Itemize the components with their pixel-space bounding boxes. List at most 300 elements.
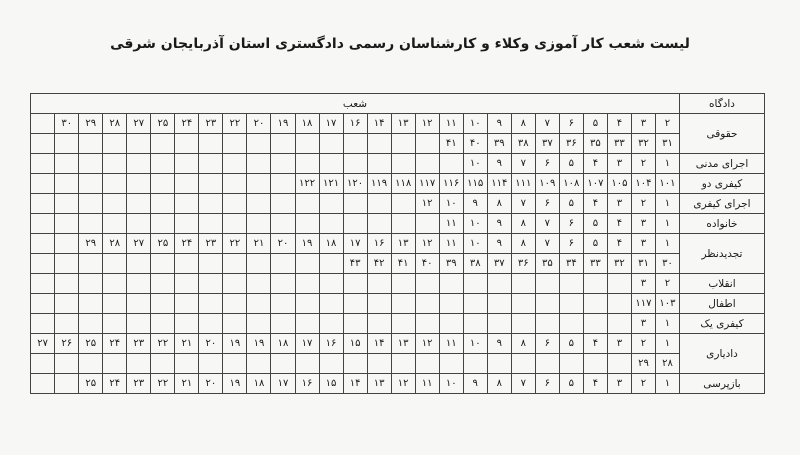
- branch-cell: [535, 294, 559, 314]
- branch-cell: [343, 274, 367, 294]
- branch-cell: ۶: [535, 194, 559, 214]
- branch-cell: ۲۵: [151, 234, 175, 254]
- branch-cell: [391, 194, 415, 214]
- branch-cell: [319, 154, 343, 174]
- document-title: لیست شعب کار آموزی وکلاء و کارشناسان رسمی دادگستری استان آذربایجان شرقی: [110, 36, 690, 52]
- branch-cell: [343, 134, 367, 154]
- branch-cell: ۵: [559, 154, 583, 174]
- branch-cell: ۱۷: [295, 334, 319, 354]
- branch-cell: ۲: [631, 374, 655, 394]
- branch-cell: ۷: [535, 234, 559, 254]
- branch-cell: [79, 314, 103, 334]
- branch-cell: ۶: [559, 214, 583, 234]
- branch-cell: [223, 294, 247, 314]
- branch-cell: ۹: [487, 234, 511, 254]
- branch-cell: ۱۸: [271, 334, 295, 354]
- branch-cell: [367, 134, 391, 154]
- branch-cell: ۱۷: [343, 234, 367, 254]
- branch-cell: ۱۲: [415, 234, 439, 254]
- branch-cell: [607, 274, 631, 294]
- branch-cell: [247, 314, 271, 334]
- branch-cell: ۲: [631, 194, 655, 214]
- branch-cell: [247, 354, 271, 374]
- branch-cell: [31, 194, 55, 214]
- branch-cell: ۱۹: [247, 334, 271, 354]
- branch-cell: [103, 314, 127, 334]
- branch-cell: ۲۲: [223, 114, 247, 134]
- branch-cell: [271, 274, 295, 294]
- branch-cell: [487, 354, 511, 374]
- branch-cell: [151, 274, 175, 294]
- branch-cell: ۱۲: [415, 334, 439, 354]
- branch-cell: [151, 254, 175, 274]
- branch-cell: ۲۶: [55, 334, 79, 354]
- branch-cell: [55, 154, 79, 174]
- branch-cell: ۷: [535, 114, 559, 134]
- branch-cell: ۱۸: [319, 234, 343, 254]
- branch-cell: ۲۹: [79, 114, 103, 134]
- branch-cell: ۴۳: [343, 254, 367, 274]
- branch-cell: [415, 354, 439, 374]
- branch-cell: [247, 154, 271, 174]
- branch-cell: [439, 154, 463, 174]
- court-name: اجرای مدنی: [680, 154, 765, 174]
- branch-cell: [319, 314, 343, 334]
- branch-cell: ۱۰۴: [631, 174, 655, 194]
- branch-cell: [487, 314, 511, 334]
- branch-cell: ۶: [535, 374, 559, 394]
- branch-cell: ۶: [559, 234, 583, 254]
- branch-cell: [103, 254, 127, 274]
- branch-cell: ۳۹: [487, 134, 511, 154]
- branch-cell: [511, 274, 535, 294]
- branch-cell: ۱۲: [415, 194, 439, 214]
- branch-cell: [295, 214, 319, 234]
- branch-cell: ۱۶: [295, 374, 319, 394]
- branch-cell: [199, 194, 223, 214]
- branch-cell: ۱۹: [271, 114, 295, 134]
- branch-cell: ۲۵: [79, 334, 103, 354]
- branch-cell: [79, 254, 103, 274]
- branch-cell: [175, 134, 199, 154]
- table-row: [31, 194, 765, 214]
- branch-cell: ۴: [583, 374, 607, 394]
- branch-cell: [103, 174, 127, 194]
- branch-cell: ۱: [655, 374, 679, 394]
- branch-cell: ۸: [487, 374, 511, 394]
- branch-cell: [319, 134, 343, 154]
- branch-cell: [175, 174, 199, 194]
- branch-cell: [319, 274, 343, 294]
- branch-cell: [55, 174, 79, 194]
- branch-cell: [55, 194, 79, 214]
- branch-cell: ۱: [655, 234, 679, 254]
- branch-cell: [151, 194, 175, 214]
- branch-cell: [295, 154, 319, 174]
- branch-cell: ۵: [559, 374, 583, 394]
- branch-cell: [31, 354, 55, 374]
- branch-cell: ۱۷: [319, 114, 343, 134]
- branch-cell: ۲۳: [127, 334, 151, 354]
- branch-cell: ۲۰: [199, 334, 223, 354]
- branch-cell: [103, 274, 127, 294]
- branch-cell: ۱۴: [367, 334, 391, 354]
- table-row: [31, 254, 765, 274]
- branch-cell: ۲۷: [127, 234, 151, 254]
- branch-cell: [535, 274, 559, 294]
- branch-cell: [343, 194, 367, 214]
- branch-cell: ۱: [655, 314, 679, 334]
- branch-cell: ۴: [607, 114, 631, 134]
- branch-cell: ۱۰۳: [655, 294, 679, 314]
- branch-cell: [55, 274, 79, 294]
- branch-cell: [223, 154, 247, 174]
- branch-cell: ۷: [535, 214, 559, 234]
- branch-cell: ۱۲۲: [295, 174, 319, 194]
- branch-cell: [55, 234, 79, 254]
- branch-cell: [463, 274, 487, 294]
- court-name: کیفری یک: [680, 314, 765, 334]
- branch-cell: [391, 154, 415, 174]
- branch-cell: [271, 134, 295, 154]
- branch-cell: ۹: [487, 334, 511, 354]
- branch-cell: [367, 154, 391, 174]
- branch-cell: ۳۲: [607, 254, 631, 274]
- branch-cell: [223, 194, 247, 214]
- table-row: [31, 274, 765, 294]
- branch-cell: [271, 214, 295, 234]
- branch-cell: [151, 154, 175, 174]
- branch-cell: [247, 194, 271, 214]
- branch-cell: [319, 354, 343, 374]
- branch-cell: [103, 214, 127, 234]
- table-row: [31, 314, 765, 334]
- branch-cell: [199, 154, 223, 174]
- branch-cell: [295, 194, 319, 214]
- branch-cell: ۳۳: [583, 254, 607, 274]
- table-row: [31, 334, 765, 354]
- branch-cell: [463, 354, 487, 374]
- branch-cell: [223, 354, 247, 374]
- branch-cell: ۱۵: [319, 374, 343, 394]
- branch-cell: ۴: [583, 334, 607, 354]
- branch-cell: [583, 354, 607, 374]
- branch-cell: ۶: [535, 154, 559, 174]
- branch-cell: ۶: [559, 114, 583, 134]
- branch-cell: ۲۰: [271, 234, 295, 254]
- branch-cell: ۵: [583, 234, 607, 254]
- branch-cell: ۱: [655, 154, 679, 174]
- branch-cell: [31, 214, 55, 234]
- table-row: [31, 354, 765, 374]
- branch-cell: ۲۴: [175, 234, 199, 254]
- table-row: [31, 374, 765, 394]
- branch-cell: ۳۳: [607, 134, 631, 154]
- branch-cell: ۳۷: [535, 134, 559, 154]
- branch-cell: [55, 354, 79, 374]
- branch-cell: [31, 274, 55, 294]
- branch-cell: [415, 154, 439, 174]
- branch-cell: ۹: [463, 194, 487, 214]
- branch-cell: ۸: [487, 194, 511, 214]
- branch-cell: [319, 294, 343, 314]
- branch-cell: [31, 254, 55, 274]
- branch-cell: [223, 274, 247, 294]
- branch-cell: ۳: [607, 194, 631, 214]
- branch-cell: [151, 354, 175, 374]
- branch-cell: ۱۱: [439, 334, 463, 354]
- branch-cell: [223, 134, 247, 154]
- branch-cell: [151, 134, 175, 154]
- branch-cell: ۳۵: [583, 134, 607, 154]
- branch-cell: ۵: [559, 334, 583, 354]
- branch-cell: [223, 314, 247, 334]
- branch-cell: [487, 274, 511, 294]
- branch-cell: ۱۰: [463, 234, 487, 254]
- branch-cell: ۲۸: [103, 114, 127, 134]
- branch-cell: [343, 314, 367, 334]
- branch-cell: [79, 134, 103, 154]
- branch-cell: [127, 274, 151, 294]
- branch-cell: ۲: [655, 274, 679, 294]
- branch-cell: ۱۰: [463, 114, 487, 134]
- branch-cell: ۲۹: [631, 354, 655, 374]
- branch-cell: ۲۴: [175, 114, 199, 134]
- branch-cell: ۱۰۵: [607, 174, 631, 194]
- branch-cell: ۳۰: [655, 254, 679, 274]
- branch-cell: [127, 174, 151, 194]
- branch-cell: [295, 354, 319, 374]
- branch-cell: [271, 294, 295, 314]
- branch-cell: [247, 214, 271, 234]
- branch-cell: [607, 294, 631, 314]
- branch-cell: [271, 314, 295, 334]
- branch-cell: [271, 194, 295, 214]
- branch-cell: ۳: [631, 114, 655, 134]
- branch-cell: ۶: [535, 334, 559, 354]
- branch-cell: ۲۱: [175, 374, 199, 394]
- branch-cell: ۱۴: [343, 374, 367, 394]
- branch-cell: [271, 254, 295, 274]
- branch-cell: [175, 274, 199, 294]
- branch-cell: [127, 154, 151, 174]
- branch-cell: [511, 314, 535, 334]
- branch-cell: [103, 134, 127, 154]
- branch-cell: ۲۳: [199, 114, 223, 134]
- branch-cell: ۱: [655, 334, 679, 354]
- branch-cell: ۸: [511, 114, 535, 134]
- branch-cell: [583, 314, 607, 334]
- branch-cell: [31, 174, 55, 194]
- branch-cell: [127, 214, 151, 234]
- branch-cell: [79, 174, 103, 194]
- branch-cell: [199, 214, 223, 234]
- branch-cell: ۳۹: [439, 254, 463, 274]
- court-header: دادگاه: [680, 94, 765, 114]
- branch-cell: ۱۲: [391, 374, 415, 394]
- branch-cell: [31, 314, 55, 334]
- branch-cell: [175, 214, 199, 234]
- branch-cell: ۲۲: [151, 334, 175, 354]
- branch-cell: [559, 294, 583, 314]
- branch-cell: ۳۱: [631, 254, 655, 274]
- branch-cell: [151, 214, 175, 234]
- branch-cell: ۱۶: [367, 234, 391, 254]
- branch-cell: ۲: [631, 154, 655, 174]
- branch-cell: ۷: [511, 374, 535, 394]
- branch-cell: [463, 314, 487, 334]
- branch-cell: ۳: [631, 274, 655, 294]
- branch-cell: [151, 294, 175, 314]
- branch-cell: [295, 314, 319, 334]
- branch-cell: ۱۰: [439, 374, 463, 394]
- branch-cell: ۳: [607, 374, 631, 394]
- table-row: [31, 234, 765, 254]
- branch-cell: [55, 254, 79, 274]
- court-name: انقلاب: [680, 274, 765, 294]
- branch-cell: ۵: [583, 114, 607, 134]
- branch-cell: ۱: [655, 214, 679, 234]
- court-name: دادیاری: [680, 334, 765, 374]
- branch-cell: [247, 134, 271, 154]
- court-name: اجرای کیفری: [680, 194, 765, 214]
- branch-cell: ۳۷: [487, 254, 511, 274]
- branch-cell: [295, 134, 319, 154]
- branch-cell: ۲۰: [199, 374, 223, 394]
- branch-cell: ۲: [655, 114, 679, 134]
- branch-cell: [463, 294, 487, 314]
- branch-cell: [439, 274, 463, 294]
- branch-cell: [295, 254, 319, 274]
- branch-cell: [31, 154, 55, 174]
- branches-table: [30, 93, 765, 394]
- branch-cell: ۱۰۹: [535, 174, 559, 194]
- branch-cell: [79, 154, 103, 174]
- table-row: [31, 154, 765, 174]
- branch-cell: ۲۸: [103, 234, 127, 254]
- branch-cell: [55, 214, 79, 234]
- branch-cell: [223, 214, 247, 234]
- table-row: [31, 214, 765, 234]
- branch-cell: ۹: [487, 154, 511, 174]
- branch-cell: ۱۸: [295, 114, 319, 134]
- branch-cell: [127, 294, 151, 314]
- branch-cell: [367, 354, 391, 374]
- branch-cell: ۵: [583, 214, 607, 234]
- branch-cell: [199, 354, 223, 374]
- branch-cell: [271, 154, 295, 174]
- branch-cell: ۳: [607, 334, 631, 354]
- branch-cell: [55, 134, 79, 154]
- branch-cell: ۳۸: [463, 254, 487, 274]
- branch-cell: ۱۷: [271, 374, 295, 394]
- branch-cell: [199, 294, 223, 314]
- branch-cell: [391, 214, 415, 234]
- branch-cell: ۴: [607, 234, 631, 254]
- branch-cell: [199, 274, 223, 294]
- branch-cell: ۱۹: [223, 334, 247, 354]
- branch-cell: ۱۹: [295, 234, 319, 254]
- branch-cell: ۱۱۷: [631, 294, 655, 314]
- branch-cell: ۲۲: [151, 374, 175, 394]
- branch-cell: [343, 354, 367, 374]
- branch-cell: ۱۸: [247, 374, 271, 394]
- branch-cell: [607, 354, 631, 374]
- branch-cell: [79, 274, 103, 294]
- branch-cell: [439, 314, 463, 334]
- branches-header: شعب: [31, 94, 680, 114]
- branch-cell: [223, 254, 247, 274]
- branch-cell: [127, 354, 151, 374]
- branch-cell: [583, 294, 607, 314]
- branch-cell: ۱۱: [439, 214, 463, 234]
- branch-cell: ۱۰۱: [655, 174, 679, 194]
- table-row: [31, 294, 765, 314]
- branch-cell: ۱۱۴: [487, 174, 511, 194]
- branch-cell: ۲۸: [655, 354, 679, 374]
- branch-cell: ۲۵: [79, 374, 103, 394]
- branch-cell: ۲۴: [103, 374, 127, 394]
- branch-cell: [79, 294, 103, 314]
- court-name: خانواده: [680, 214, 765, 234]
- branch-cell: ۱۰: [463, 214, 487, 234]
- court-name: اطفال: [680, 294, 765, 314]
- branch-cell: [511, 294, 535, 314]
- court-name: کیفری دو: [680, 174, 765, 194]
- branch-cell: [295, 294, 319, 314]
- branch-cell: ۱۰۷: [583, 174, 607, 194]
- branch-cell: ۱۳: [391, 334, 415, 354]
- branch-cell: [343, 214, 367, 234]
- branch-cell: ۱۲۰: [343, 174, 367, 194]
- branch-cell: ۲: [631, 334, 655, 354]
- branch-cell: [199, 254, 223, 274]
- branch-cell: [607, 314, 631, 334]
- branch-cell: ۳: [631, 314, 655, 334]
- branch-cell: [415, 314, 439, 334]
- branch-cell: ۱۹: [223, 374, 247, 394]
- branch-cell: ۲۱: [175, 334, 199, 354]
- branch-cell: ۱۰: [439, 194, 463, 214]
- branch-cell: [103, 294, 127, 314]
- branch-cell: ۳: [607, 154, 631, 174]
- branch-cell: ۱۰: [463, 334, 487, 354]
- branch-cell: [79, 214, 103, 234]
- branch-cell: ۱۱۱: [511, 174, 535, 194]
- branch-cell: [127, 134, 151, 154]
- branch-cell: ۸: [511, 214, 535, 234]
- branch-cell: ۳۱: [655, 134, 679, 154]
- branch-cell: [31, 234, 55, 254]
- branch-cell: [367, 194, 391, 214]
- branch-cell: [127, 194, 151, 214]
- branch-cell: [127, 254, 151, 274]
- branch-cell: ۷: [511, 194, 535, 214]
- branch-cell: ۲۰: [247, 114, 271, 134]
- branch-cell: ۲۱: [247, 234, 271, 254]
- table-row: [31, 134, 765, 154]
- branch-cell: ۲۳: [199, 234, 223, 254]
- branch-cell: [391, 134, 415, 154]
- branch-cell: ۱: [655, 194, 679, 214]
- branch-cell: [391, 354, 415, 374]
- branch-cell: ۴۰: [463, 134, 487, 154]
- court-name: حقوقی: [680, 114, 765, 154]
- branch-cell: ۱۱۶: [439, 174, 463, 194]
- branch-cell: ۱۰: [463, 154, 487, 174]
- branch-cell: ۴۰: [415, 254, 439, 274]
- branch-cell: [79, 354, 103, 374]
